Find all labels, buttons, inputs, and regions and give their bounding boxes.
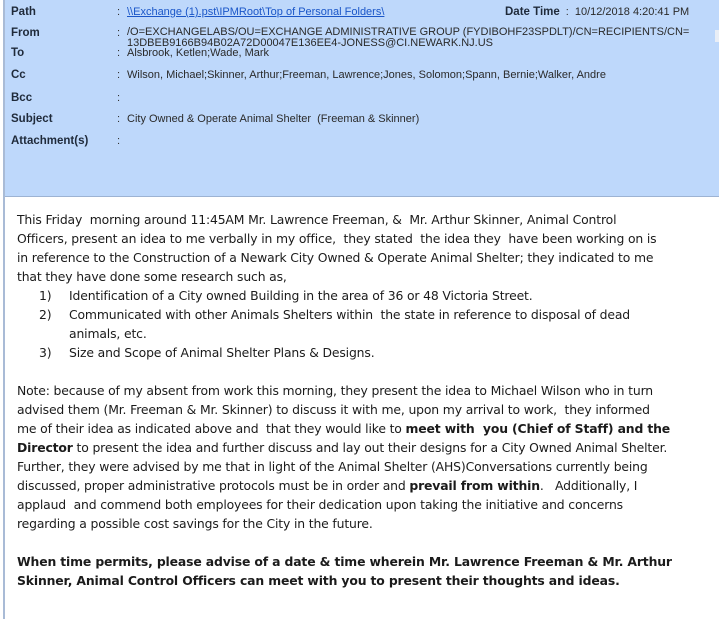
datetime-separator: :	[565, 6, 569, 18]
body-line: regarding a possible cost savings for the City in the future.	[17, 516, 373, 531]
list-item	[39, 286, 717, 305]
body-line: that they have done some research such as,	[17, 269, 287, 284]
subject-separator: :	[117, 113, 121, 125]
closing-line: When time permits, please advise of a date & time wherein Mr. Lawrence Freeman & Mr. Arthur	[17, 554, 672, 569]
bcc-separator: :	[117, 92, 121, 104]
list-text-continued: animals, etc.	[69, 326, 147, 341]
body-line: Further, they were advised by me that in light of the Animal Shelter (AHS)Conversations currently being	[17, 459, 648, 474]
from-label: From	[11, 27, 40, 39]
body-line	[17, 419, 717, 438]
path-link[interactable]: \\Exchange (1).pst\IPMRoot\Top of Personal Folders\	[127, 6, 385, 18]
subject-value: City Owned & Operate Animal Shelter (Freeman & Skinner)	[127, 113, 420, 125]
from-line-2: 13DBEB9166B94B02A72D00047E136EE4-JONESS@CI.NEWARK.NJ.US	[127, 37, 493, 49]
list-item	[39, 343, 717, 362]
body-text-run: me of their idea as indicated above and that they would like to	[17, 421, 406, 436]
body-line: advised them (Mr. Freeman & Mr. Skinner) to discuss it with me, upon my arrival to work, they informed	[17, 402, 650, 417]
body-line: applaud and commend both employees for their dedication upon taking the initiative and concerns	[17, 497, 623, 512]
research-list	[17, 286, 717, 362]
body-bold-run: meet with you (Chief of Staff) and the	[405, 421, 671, 436]
cc-separator: :	[117, 69, 121, 81]
body-line: in reference to the Construction of a Newark City Owned & Operate Animal Shelter; they indicated to me	[17, 250, 654, 265]
datetime-value: 10/12/2018 4:20:41 PM	[574, 6, 690, 18]
datetime-row	[505, 4, 689, 20]
subject-label: Subject	[11, 113, 53, 125]
body-line	[17, 438, 717, 457]
email-body	[17, 210, 717, 590]
cc-value: Wilson, Michael;Skinner, Arthur;Freeman, Lawrence;Jones, Solomon;Spann, Bernie;Walker, Andre	[127, 69, 606, 81]
list-text: Size and Scope of Animal Shelter Plans & Designs.	[69, 345, 375, 360]
body-bold-run: prevail from within	[409, 478, 540, 493]
list-item	[39, 305, 717, 343]
list-number: 2)	[39, 307, 52, 322]
body-line	[17, 476, 717, 495]
from-line-1: /O=EXCHANGELABS/OU=EXCHANGE ADMINISTRATIVE GROUP (FYDIBOHF23SPDLT)/CN=RECIPIENTS/CN=	[127, 26, 690, 38]
body-line: Officers, present an idea to me verbally in my office, they stated the idea they have been working on is	[17, 231, 657, 246]
body-line: This Friday morning around 11:45AM Mr. Lawrence Freeman, & Mr. Arthur Skinner, Animal Control	[17, 212, 617, 227]
attachments-label: Attachment(s)	[11, 135, 89, 147]
to-label: To	[11, 47, 25, 59]
from-separator: :	[117, 27, 121, 39]
list-text: Communicated with other Animals Shelters within the state in reference to disposal of dead	[69, 307, 631, 322]
path-label: Path	[11, 6, 36, 18]
list-number: 1)	[39, 288, 52, 303]
cc-label: Cc	[11, 69, 26, 81]
email-header	[5, 0, 719, 197]
to-separator: :	[117, 47, 121, 59]
closing-line: Skinner, Animal Control Officers can meet with you to present their thoughts and ideas.	[17, 573, 620, 588]
attachments-separator: :	[117, 135, 121, 147]
body-text-run: discussed, proper administrative protocols must be in order and	[17, 478, 410, 493]
body-text-run: . Additionally, I	[539, 478, 638, 493]
body-bold-run: Director	[17, 440, 73, 455]
list-text: Identification of a City owned Building in the area of 36 or 48 Victoria Street.	[69, 288, 533, 303]
path-separator: :	[117, 6, 121, 18]
email-viewer	[3, 0, 719, 619]
bcc-label: Bcc	[11, 92, 33, 104]
from-value	[127, 26, 690, 49]
to-value: Alsbrook, Ketlen;Wade, Mark	[127, 47, 270, 59]
list-number: 3)	[39, 345, 52, 360]
body-text-run: to present the idea and further discuss and lay out their designs for a City Owned Animal Shelter.	[72, 440, 668, 455]
datetime-label: Date Time	[505, 6, 560, 18]
body-line: Note: because of my absent from work this morning, they present the idea to Michael Wilson who in turn	[17, 383, 654, 398]
header-scrollbar[interactable]	[715, 30, 719, 42]
